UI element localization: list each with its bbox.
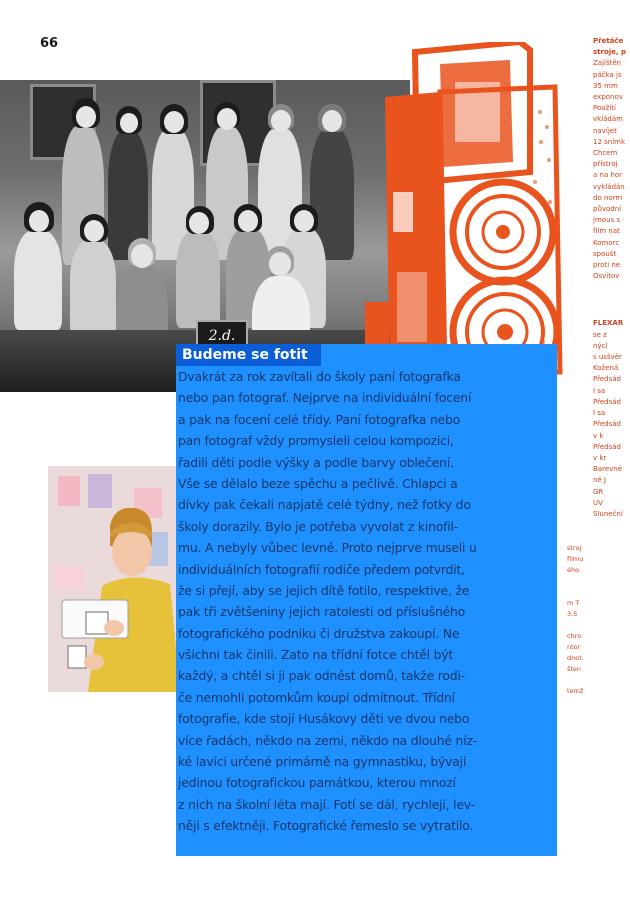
child-figure <box>176 230 220 328</box>
caption-fragment: m T <box>567 599 580 607</box>
side-text-line: v k <box>593 431 604 440</box>
caption-fragment <box>567 576 597 587</box>
article-line: fotografie, kde stojí Husákovy děti ve dvou nebo <box>178 711 470 727</box>
child-figure <box>14 230 62 330</box>
side-text-line: vykládán <box>593 182 625 191</box>
side-text-line: I sa <box>593 409 606 418</box>
child-face <box>84 220 104 242</box>
child-face <box>29 210 49 232</box>
side-text-line: Zajištěn <box>593 59 622 68</box>
side-text-line: s usšvěr <box>593 353 622 362</box>
article-line: nebo pan fotograf. Nejprve na individuální focení <box>178 390 472 406</box>
side-text-line: Použití <box>593 104 616 113</box>
article-line: mu. A nebyly vůbec levné. Proto nejprve museli u <box>178 540 477 556</box>
child-face <box>238 210 258 232</box>
article-line: pan fotograf vždy promysleli celou kompozici, <box>178 433 454 449</box>
side-text-column <box>593 36 630 696</box>
class-slate: 2.d. <box>196 320 248 352</box>
side-text-line: nýcl <box>593 341 608 350</box>
side-text-line: Předsád <box>593 442 621 451</box>
boy-photo-illustration <box>48 466 180 692</box>
caption-fragment: 3,5 <box>567 610 578 618</box>
article-line: Dvakrát za rok zavítali do školy paní fotografka <box>178 369 461 384</box>
side-text-line: páčka js <box>593 70 622 79</box>
side-text-line: film nat <box>593 227 620 236</box>
side-text-line: spoušt <box>593 249 617 258</box>
side-text-line: původní <box>593 205 622 214</box>
side-text-line: Přetáče <box>593 37 624 45</box>
child-face <box>120 113 138 133</box>
article-line: Vše se dělalo beze spěchu a pečlivě. Chlapci a <box>178 475 458 491</box>
side-text-line: Chcem <box>593 149 618 158</box>
side-text-line: Kožená <box>593 364 619 373</box>
side-text-line: Sluneční <box>593 509 623 518</box>
article-line: a pak na focení celé třídy. Paní fotografka nebo <box>178 411 461 427</box>
caption-fragment <box>567 587 597 598</box>
caption-fragment: šten <box>567 665 582 673</box>
side-text-line: né J <box>593 476 607 485</box>
side-text-line: přístroj <box>593 160 618 169</box>
article-line: že si přejí, aby se jejich dítě fotilo, respektive, že <box>178 582 470 598</box>
page-number: 66 <box>40 36 59 51</box>
twin-lens-camera-illustration <box>345 42 567 387</box>
caption-fragment: temž <box>567 687 584 695</box>
article-line: školy dorazily. Bylo je potřeba vyvolat z kinofil- <box>178 518 459 534</box>
caption-fragment: ntor <box>567 643 581 651</box>
side-text-line: exponov <box>593 93 623 102</box>
side-text-line: v kr <box>593 453 607 462</box>
side-text-line: Předsád <box>593 375 621 384</box>
side-text-line: proti ne <box>593 261 621 270</box>
side-text-line: stroje, p <box>593 48 627 57</box>
article-line: ké lavici určené primárně na gymnastiku, bývají <box>178 754 467 770</box>
caption-fragment: stroj <box>567 544 582 552</box>
child-face <box>322 110 342 132</box>
side-text-line: vkládám <box>593 115 623 124</box>
side-text-line: 35 mm <box>593 81 618 90</box>
caption-fragment: dnot. <box>567 654 584 662</box>
caption-fragment: filmu <box>567 555 584 563</box>
child-face <box>269 252 291 276</box>
side-text-line: a na hor <box>593 171 623 180</box>
article-line: všichni tak činili. Zato na třídní fotce chtěl být <box>178 647 454 663</box>
section-title: Budeme se fotit <box>176 344 321 366</box>
child-face <box>164 111 184 133</box>
child-face <box>189 212 209 234</box>
article-line: z nich na školní léta mají. Fotí se dál, rychleji, lev- <box>178 796 475 812</box>
child-face <box>76 106 96 128</box>
child-figure <box>70 240 116 336</box>
caption-fragment <box>567 675 597 686</box>
article-line: če nemohli potomkům koupi odmítnout. Třídní <box>178 689 455 705</box>
article-line: každý, a chtěl si ji pak odnést domů, takže rodi- <box>178 668 465 684</box>
caption-fragment: chro <box>567 632 582 640</box>
side-text-line: UV <box>593 498 603 507</box>
boy-school-photo <box>48 466 180 692</box>
article-body <box>176 366 557 837</box>
caption-fragments <box>567 543 597 713</box>
side-text-line: 12 snímk <box>593 137 626 146</box>
caption-fragment: ého <box>567 566 580 574</box>
article-line: pak tři zvětšeniny jejich ratolesti od příslušného <box>178 604 466 620</box>
side-text-line: GR <box>593 487 604 496</box>
side-text-line: jmous s <box>593 216 621 225</box>
caption-fragment <box>567 620 597 631</box>
article-line: jedinou fotografickou památkou, kterou mnozí <box>178 775 456 791</box>
side-text-line: se z <box>593 330 607 339</box>
article-line: fotografického podniku či družstva zakoupí. Ne <box>178 625 460 641</box>
article-line: více řadách, někdo na zemi, někdo na dlouhé níz- <box>178 732 478 748</box>
article-line: řadili děti podle výšky a podle barvy oblečení. <box>178 454 454 470</box>
side-text-line: Barevné <box>593 465 623 474</box>
article-line: individuálních fotografií rodiče předem potvrdit, <box>178 561 465 577</box>
side-text-line: Předsád <box>593 397 621 406</box>
side-text-line: Osvitov <box>593 272 620 281</box>
article-line: něji s efektněji. Fotografické řemeslo se vytratilo. <box>178 818 474 834</box>
article-line: dívky pak čekali napjatě celé týdny, než fotky do <box>178 497 471 513</box>
side-text-line: do norm <box>593 193 623 202</box>
child-face <box>271 110 291 132</box>
side-text-line: navíjet <box>593 126 617 135</box>
side-text-line: I sa <box>593 386 606 395</box>
side-text-line: Komorc <box>593 238 620 247</box>
side-text-line: Předsád <box>593 420 621 429</box>
child-face <box>131 244 153 268</box>
side-text-line: FLEXAR <box>593 319 624 328</box>
child-face <box>217 108 237 130</box>
child-face <box>294 210 314 232</box>
